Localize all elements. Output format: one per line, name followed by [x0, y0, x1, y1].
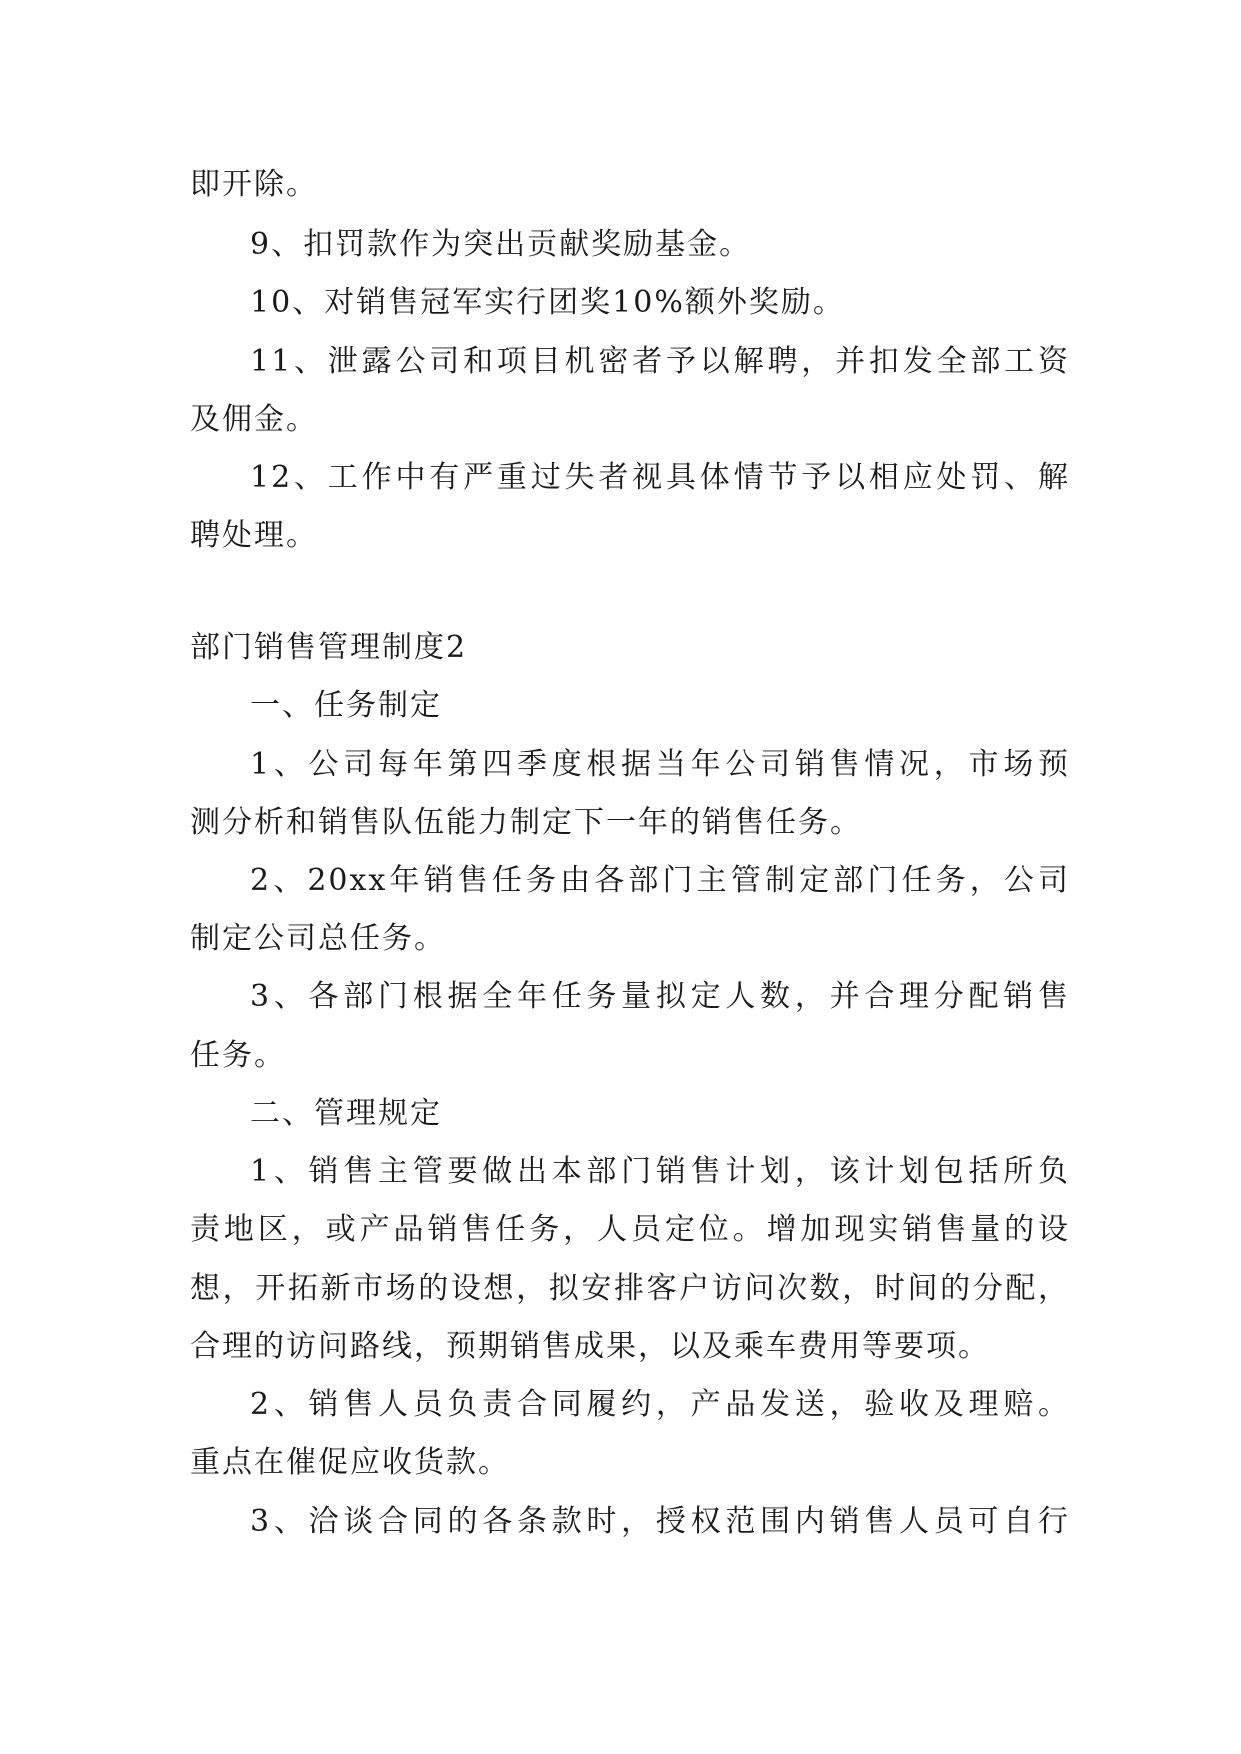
- paragraph-line: 2、20xx年销售任务由各部门主管制定部门任务，公司: [250, 863, 1070, 898]
- paragraph-line: 9、扣罚款作为突出贡献奖励基金。: [250, 227, 752, 262]
- paragraph-line: 3、各部门根据全年任务量拟定人数，并合理分配销售: [250, 979, 1070, 1014]
- paragraph-line: 2、销售人员负责合同履约，产品发送，验收及理赔。: [250, 1387, 1070, 1422]
- paragraph-line: 12、工作中有严重过失者视具体情节予以相应处罚、解: [250, 460, 1070, 495]
- paragraph-line: 及佣金。: [190, 402, 318, 437]
- paragraph-line: 制定公司总任务。: [190, 921, 446, 956]
- paragraph-line: 重点在催促应收货款。: [190, 1445, 510, 1480]
- paragraph-line: 想，开拓新市场的设想，拟安排客户访问次数，时间的分配，: [190, 1271, 1070, 1306]
- paragraph-line: 11、泄露公司和项目机密者予以解聘，并扣发全部工资: [250, 344, 1070, 379]
- paragraph-line: 测分析和销售队伍能力制定下一年的销售任务。: [190, 805, 862, 840]
- paragraph-line: 合理的访问路线，预期销售成果，以及乘车费用等要项。: [190, 1329, 990, 1364]
- paragraph-line: 3、洽谈合同的各条款时，授权范围内销售人员可自行: [250, 1504, 1070, 1539]
- paragraph-line: 1、销售主管要做出本部门销售计划，该计划包括所负: [250, 1154, 1070, 1189]
- paragraph-line: 1、公司每年第四季度根据当年公司销售情况，市场预: [250, 747, 1070, 782]
- section-heading: 二、管理规定: [250, 1096, 442, 1131]
- paragraph-line: 责地区，或产品销售任务，人员定位。增加现实销售量的设: [190, 1212, 1070, 1247]
- paragraph-line: 任务。: [190, 1038, 286, 1073]
- section-title: 部门销售管理制度2: [190, 630, 468, 665]
- paragraph-line: 10、对销售冠军实行团奖10%额外奖励。: [250, 285, 845, 320]
- paragraph-line: 聘处理。: [190, 518, 318, 553]
- section-heading: 一、任务制定: [250, 688, 442, 723]
- paragraph-line: 即开除。: [190, 167, 318, 202]
